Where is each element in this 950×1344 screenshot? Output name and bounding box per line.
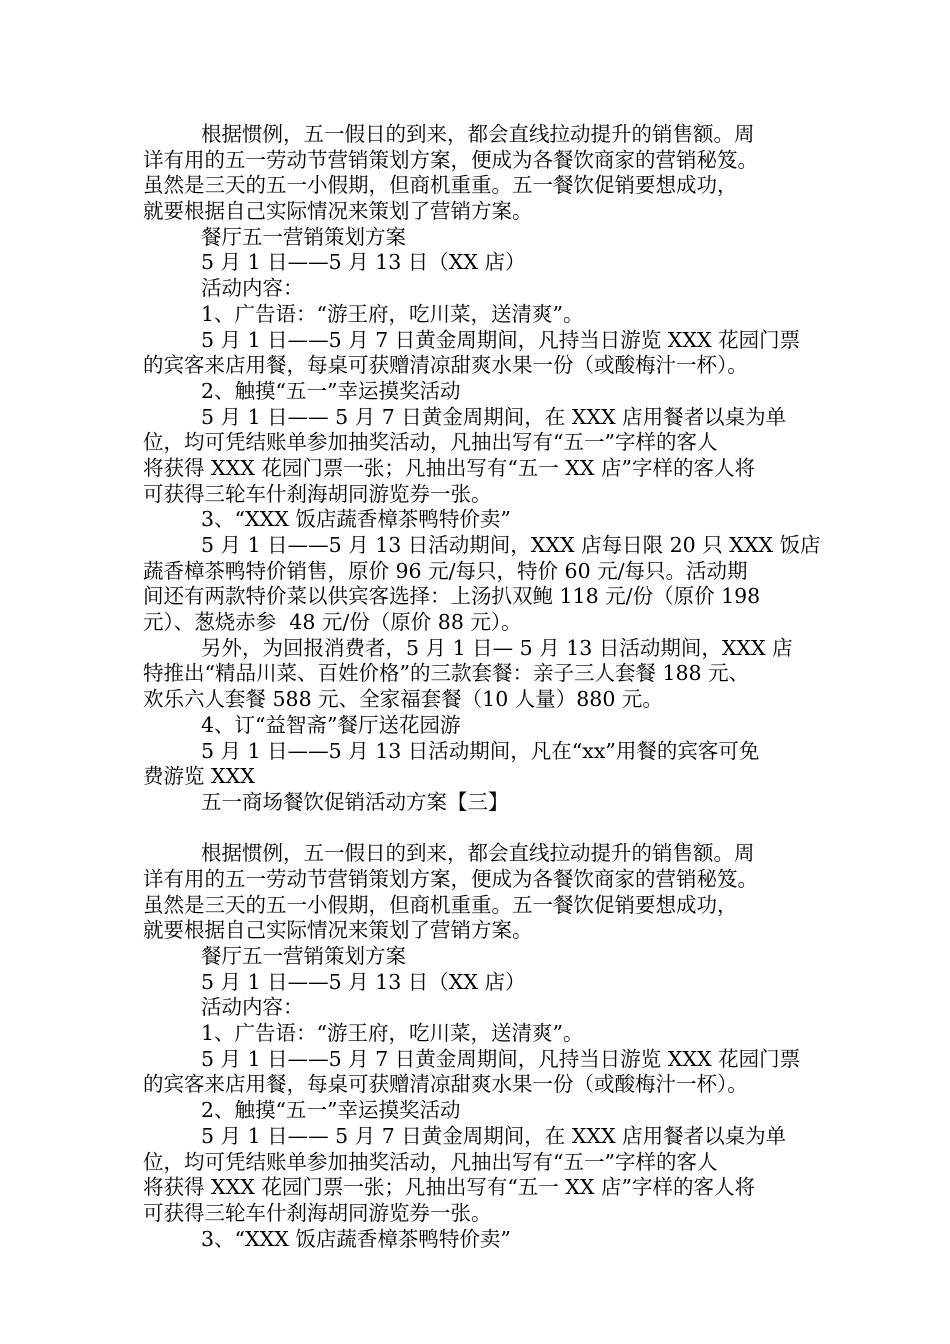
item-body-line: 的宾客来店用餐，每桌可获赠清凉甜爽水果一份（或酸梅汁一杯）。: [143, 1072, 748, 1097]
item-body-line: 5 月 1 日——5 月 7 日黄金周期间，凡持当日游览 XXX 花园门票: [201, 1046, 801, 1071]
intro-line: 详有用的五一劳动节营销策划方案，便成为各餐饮商家的营销秘笈。: [143, 147, 758, 172]
plan-title: 餐厅五一营销策划方案: [201, 224, 406, 249]
intro-line: 虽然是三天的五一小假期，但商机重重。五一餐饮促销要想成功，: [143, 892, 738, 917]
blank-line: [143, 816, 823, 842]
item-body-line: 位，均可凭结账单参加抽奖活动，凡抽出写有“五一”字样的客人: [143, 430, 718, 455]
item-title: 1、广告语：“游王府，吃川菜，送清爽”。: [201, 301, 584, 326]
item-body-line: 位，均可凭结账单参加抽奖活动，凡抽出写有“五一”字样的客人: [143, 1149, 718, 1174]
document-page: [143, 122, 823, 1252]
item-title: 3、“XXX 饭店蔬香樟茶鸭特价卖”: [201, 1226, 511, 1251]
item-body-line: 5 月 1 日——5 月 13 日活动期间，凡在“xx”用餐的宾客可免: [201, 738, 760, 763]
item-title: 2、触摸“五一”幸运摸奖活动: [201, 1098, 461, 1123]
item-body-line: 5 月 1 日——5 月 7 日黄金周期间，凡持当日游览 XXX 花园门票: [201, 327, 801, 352]
extra-body-line: 欢乐六人套餐 588 元、全家福套餐（10 人量）880 元。: [143, 687, 663, 712]
content-label: 活动内容：: [201, 276, 304, 301]
content-label: 活动内容：: [201, 995, 304, 1020]
intro-line: 根据惯例，五一假日的到来，都会直线拉动提升的销售额。周: [201, 122, 755, 146]
intro-line: 详有用的五一劳动节营销策划方案，便成为各餐饮商家的营销秘笈。: [143, 866, 758, 891]
item-body-line: 将获得 XXX 花园门票一张；凡抽出写有“五一 XX 店”字样的客人将: [143, 1175, 755, 1200]
item-body-line: 5 月 1 日—— 5 月 7 日黄金周期间，在 XXX 店用餐者以桌为单: [201, 1123, 787, 1148]
item-title: 4、订“益智斋”餐厅送花园游: [201, 712, 461, 737]
item-title: 3、“XXX 饭店蔬香樟茶鸭特价卖”: [201, 507, 511, 532]
item-title: 1、广告语：“游王府，吃川菜，送清爽”。: [201, 1021, 584, 1046]
extra-body-line: 特推出“精品川菜、百姓价格”的三款套餐：亲子三人套餐 188 元、: [143, 661, 750, 686]
section-heading: 五一商场餐饮促销活动方案【三】: [201, 789, 509, 814]
extra-body-line: 另外，为回报消费者，5 月 1 日— 5 月 13 日活动期间，XXX 店: [201, 635, 793, 660]
item-body-line: 元）、葱烧赤参 48 元/份（原价 88 元）。: [143, 610, 522, 635]
item-body-line: 的宾客来店用餐，每桌可获赠清凉甜爽水果一份（或酸梅汁一杯）。: [143, 353, 748, 378]
item-body-line: 蔬香樟茶鸭特价销售，原价 96 元/每只，特价 60 元/每只。活动期: [143, 558, 748, 583]
item-body-line: 将获得 XXX 花园门票一张；凡抽出写有“五一 XX 店”字样的客人将: [143, 455, 755, 480]
item-body-line: 可获得三轮车什刹海胡同游览券一张。: [143, 481, 492, 506]
intro-line: 就要根据自己实际情况来策划了营销方案。: [143, 199, 533, 224]
date-range: 5 月 1 日——5 月 13 日（XX 店）: [201, 969, 526, 994]
plan-title: 餐厅五一营销策划方案: [201, 944, 406, 968]
item-body-line: 费游览 XXX: [143, 764, 255, 789]
intro-line: 虽然是三天的五一小假期，但商机重重。五一餐饮促销要想成功，: [143, 173, 738, 198]
intro-line: 就要根据自己实际情况来策划了营销方案。: [143, 918, 533, 943]
item-body-line: 5 月 1 日——5 月 13 日活动期间，XXX 店每日限 20 只 XXX 饭店: [201, 533, 821, 557]
item-title: 2、触摸“五一”幸运摸奖活动: [201, 378, 461, 403]
item-body-line: 间还有两款特价菜以供宾客选择：上汤扒双鲍 118 元/份（原价 198: [143, 584, 761, 609]
date-range: 5 月 1 日——5 月 13 日（XX 店）: [201, 250, 526, 275]
item-body-line: 可获得三轮车什刹海胡同游览券一张。: [143, 1200, 492, 1225]
intro-line: 根据惯例，五一假日的到来，都会直线拉动提升的销售额。周: [201, 841, 755, 866]
item-body-line: 5 月 1 日—— 5 月 7 日黄金周期间，在 XXX 店用餐者以桌为单: [201, 404, 787, 429]
